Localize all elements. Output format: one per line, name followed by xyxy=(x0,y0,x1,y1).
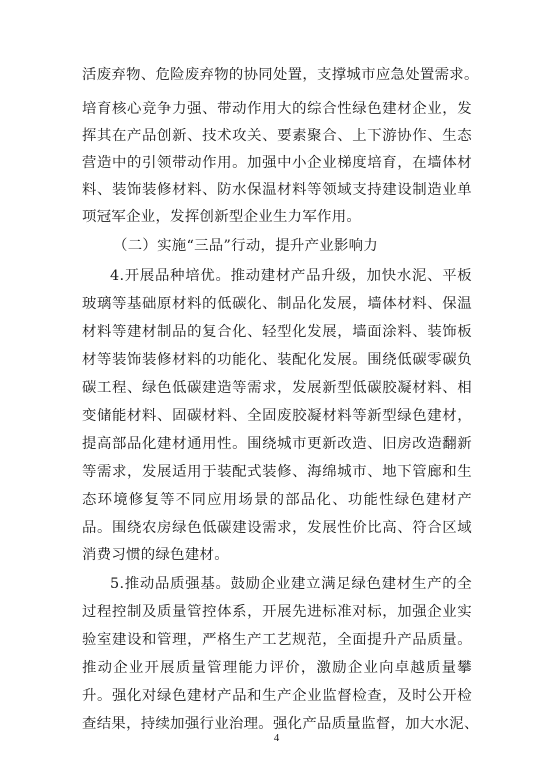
paragraph-3-line: 提高部品化建材通用性。围绕城市更新改造、旧房改造翻新 xyxy=(82,436,472,452)
paragraph-3-line: 消费习惯的绿色建材。 xyxy=(82,547,229,563)
paragraph-1-line: 培育核心竞争力强、带动作用大的综合性绿色建材企业，发 xyxy=(82,101,472,117)
paragraph-4-line: 过程控制及质量管控体系，开展先进标准对标，加强企业实 xyxy=(82,604,472,620)
paragraph-1-line: 营造中的引领带动作用。加强中小企业梯度培育，在墙体材 xyxy=(82,155,472,171)
paragraph-3-line: 碳工程、绿色低碳建造等需求，发展新型低碳胶凝材料、相 xyxy=(82,380,472,396)
paragraph-3-line: 玻璃等基础原材料的低碳化、制品化发展，墙体材料、保温 xyxy=(82,296,472,312)
paragraph-4-line: 升。强化对绿色建材产品和生产企业监督检查，及时公开检 xyxy=(82,688,472,704)
paragraph-4-line: 查结果，持续加强行业治理。强化产品质量监督，加大水泥、 xyxy=(82,716,479,732)
page-number: 4 xyxy=(273,732,280,744)
paragraph-3-line: 变储能材料、固碳材料、全固废胶凝材料等新型绿色建材， xyxy=(82,408,472,424)
paragraph-3-line: 等需求，发展适用于装配式装修、海绵城市、地下管廊和生 xyxy=(82,464,472,480)
paragraph-1-line: 挥其在产品创新、技术攻关、要素聚合、上下游协作、生态 xyxy=(82,128,472,144)
paragraph-4-line: 5.推动品质强基。鼓励企业建立满足绿色建材生产的全 xyxy=(110,576,472,592)
paragraph-4-line: 推动企业开展质量管理能力评价，激励企业向卓越质量攀 xyxy=(82,660,472,676)
paragraph-3-line: 材等装饰装修材料的功能化、装配化发展。围绕低碳零碳负 xyxy=(82,352,472,368)
paragraph-3-line: 态环境修复等不同应用场景的部品化、功能性绿色建材产 xyxy=(82,492,472,508)
paragraph-3-line: 材料等建材制品的复合化、轻型化发展，墙面涂料、装饰板 xyxy=(82,324,472,340)
section-heading: （二）实施“三品”行动，提升产业影响力 xyxy=(113,238,379,254)
paragraph-3-line: 品。围绕农房绿色低碳建设需求，发展性价比高、符合区域 xyxy=(82,520,472,536)
paragraph-1-line: 料、装饰装修材料、防水保温材料等领域支持建设制造业单 xyxy=(82,182,472,198)
paragraph-4-line: 验室建设和管理，严格生产工艺规范，全面提升产品质量。 xyxy=(82,632,472,648)
paragraph-1-line: 项冠军企业，发挥创新型企业生力军作用。 xyxy=(82,209,362,225)
paragraph-0-line: 活废弃物、危险废弃物的协同处置，支撑城市应急处置需求。 xyxy=(82,67,479,83)
paragraph-3-line: 4.开展品种培优。推动建材产品升级，加快水泥、平板 xyxy=(110,268,472,284)
